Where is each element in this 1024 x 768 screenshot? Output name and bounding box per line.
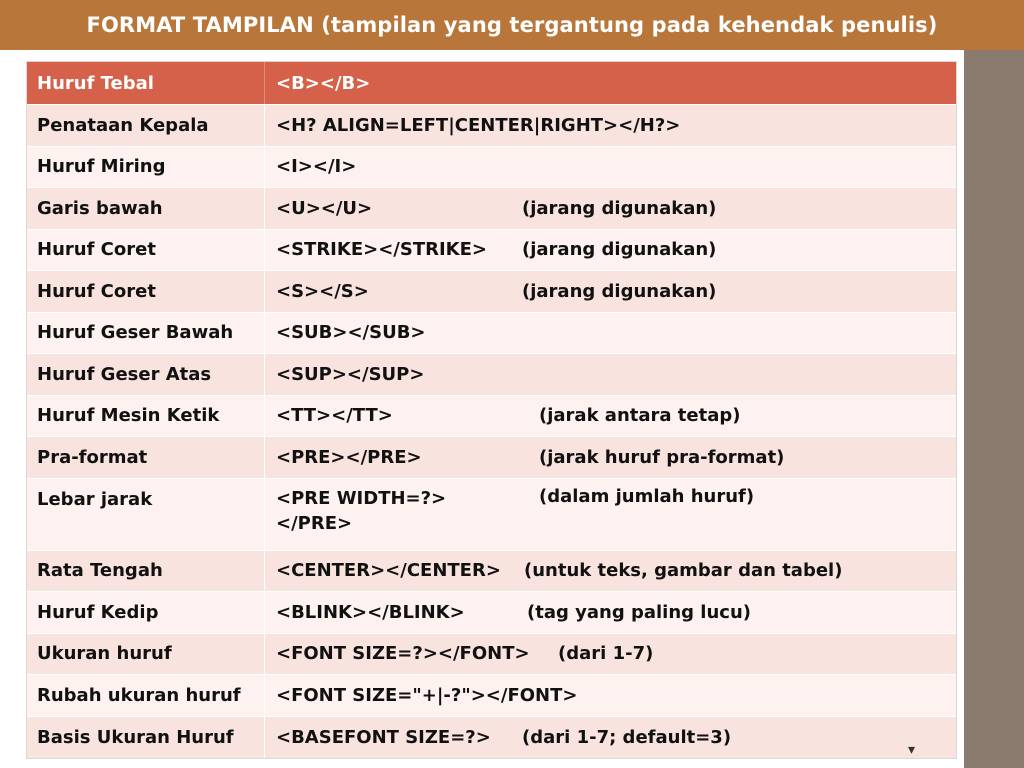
format-tag: <BLINK></BLINK> [276,601,465,623]
format-name-cell: Lebar jarak [27,479,265,550]
table-row [27,437,956,479]
arrow-down-icon: ▾ [908,742,916,758]
table-row [27,396,956,438]
format-name-cell: Basis Ukuran Huruf [27,717,265,759]
format-tag: <I></I> [276,156,357,178]
format-tag-cell [265,313,956,354]
table-row [27,592,956,634]
format-tag-cell [265,62,956,104]
table-row [27,717,956,759]
format-tag-cell [265,675,956,716]
table-row [27,634,956,676]
table-row [27,551,956,593]
format-tag-cell [265,230,956,271]
format-tag: <BASEFONT SIZE=?> [276,726,491,748]
format-note: (jarak huruf pra-format) [539,446,785,468]
format-name-cell: Ukuran huruf [27,634,265,675]
format-tag: <B></B> [276,72,371,94]
format-tag-cell [265,396,956,437]
format-note: (untuk teks, gambar dan tabel) [524,560,843,582]
table-row [27,313,956,355]
format-name-cell: Garis bawah [27,188,265,229]
format-tag-cell [265,105,956,146]
format-name-cell: Rubah ukuran huruf [27,675,265,716]
format-tag: <H? ALIGN=LEFT|CENTER|RIGHT></H?> [276,114,681,136]
format-name-cell: Pra-format [27,437,265,478]
format-name-cell: Rata Tengah [27,551,265,592]
slide-title: FORMAT TAMPILAN (tampilan yang tergantung pada kehendak penulis) [86,13,938,37]
format-name-cell: Huruf Geser Bawah [27,313,265,354]
format-name-cell: Huruf Kedip [27,592,265,633]
format-tag-cell [265,479,956,550]
format-name-cell: Huruf Coret [27,230,265,271]
format-tag-cell [265,147,956,188]
format-tag: <SUP></SUP> [276,363,425,385]
format-tag: <PRE WIDTH=?></PRE> [276,487,447,534]
table-row [27,188,956,230]
format-name-cell: Huruf Geser Atas [27,354,265,395]
format-note: (jarang digunakan) [522,197,717,219]
format-note: (dalam jumlah huruf) [539,485,755,507]
format-tag-cell [265,717,956,759]
table-row [27,479,956,551]
format-tag: <U></U> [276,197,373,219]
format-note: (jarang digunakan) [522,280,717,302]
format-note: (tag yang paling lucu) [527,601,752,623]
table-row [27,675,956,717]
format-table [26,61,957,759]
format-tag: <TT></TT> [276,405,393,427]
format-name-cell: Huruf Coret [27,271,265,312]
format-name-cell: Huruf Mesin Ketik [27,396,265,437]
format-note: (jarang digunakan) [522,239,717,261]
format-tag-cell [265,271,956,312]
table-row [27,271,956,313]
format-note: (dari 1-7) [558,643,654,665]
format-tag-cell [265,437,956,478]
format-name-cell: Huruf Miring [27,147,265,188]
slide-title-bar [0,0,1024,50]
table-row [27,147,956,189]
format-tag: <CENTER></CENTER> [276,560,501,582]
format-tag: <STRIKE></STRIKE> [276,239,487,261]
table-row [27,230,956,272]
format-name-cell: Penataan Kepala [27,105,265,146]
format-note: (jarak antara tetap) [539,405,741,427]
format-tag-cell [265,634,956,675]
format-tag: <FONT SIZE=?></FONT> [276,643,530,665]
format-tag-cell [265,551,956,592]
format-tag: <S></S> [276,280,369,302]
table-row [27,62,956,105]
format-tag: <PRE></PRE> [276,446,422,468]
format-tag-cell [265,354,956,395]
format-tag: <SUB></SUB> [276,322,426,344]
format-tag-cell [265,592,956,633]
format-tag: <FONT SIZE="+|-?"></FONT> [276,684,578,706]
format-note: (dari 1-7; default=3) [522,726,732,748]
table-row [27,354,956,396]
format-name-cell: Huruf Tebal [27,62,265,104]
table-row [27,105,956,147]
format-tag-cell [265,188,956,229]
